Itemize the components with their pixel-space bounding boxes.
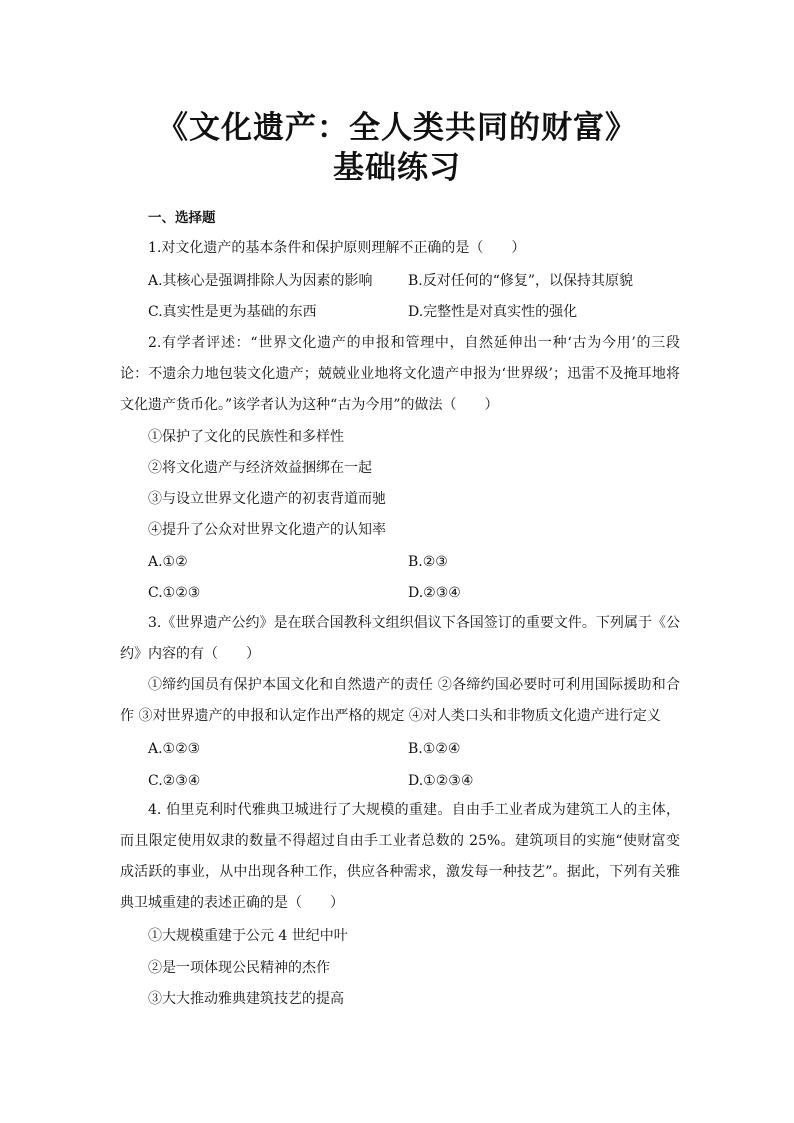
question-2-item-1: ①保护了文化的民族性和多样性	[148, 429, 344, 445]
question-3-stem: 3.《世界遗产公约》是在联合国教科文组织倡议下各国签订的重要文件。下列属于《公约》内容的有（ ）	[120, 615, 680, 662]
question-4-stem: 4. 伯里克利时代雅典卫城进行了大规模的重建。自由手工业者成为建筑工人的主体，而且限定使用奴隶的数量不得超过自由手工业者总数的 25%。建筑项目的实施“使财富变成活跃的事业，从中出现各种工作，供应各种需求，激发每一种技艺”。据此，下列有关雅典卫城重建的表述正确的是（ ）	[120, 802, 680, 911]
question-2-item-3: ③与设立世界文化遗产的初衷背道而驰	[148, 491, 386, 507]
section-heading: 一、选择题	[148, 210, 216, 226]
question-4-item-3: ③大大推动雅典建筑技艺的提高	[148, 991, 344, 1007]
question-1-stem: 1.对文化遗产的基本条件和保护原则理解不正确的是（ ）	[148, 240, 526, 256]
question-3-option-b: B.①②④	[408, 741, 461, 757]
question-1-option-c: C.真实性是更为基础的东西	[148, 304, 317, 320]
question-2-option-d: D.②③④	[408, 585, 461, 601]
question-3-items: ①缔约国员有保护本国文化和自然遗产的责任 ②各缔约国必要时可利用国际援助和合作 ③对世界遗产的申报和认定作出严格的规定 ④对人类口头和非物质文化遗产进行定义	[120, 677, 680, 724]
document-subtitle: 基础练习	[333, 150, 461, 186]
question-1-option-a: A.其核心是强调排除人为因素的影响	[148, 273, 373, 289]
question-2-stem: 2.有学者评述：“世界文化遗产的申报和管理中，自然延伸出一种‘古为今用’的三段论：不遗余力地包装文化遗产；兢兢业业地将文化遗产申报为‘世界级’；迅雷不及掩耳地将文化遗产货币化。”该学者认为这种“古为今用”的做法（ ）	[120, 335, 680, 413]
question-3-option-d: D.①②③④	[408, 773, 474, 789]
document-title: 《文化遗产：全人类共同的财富》	[157, 110, 637, 146]
question-1-option-d: D.完整性是对真实性的强化	[408, 304, 578, 320]
question-3-option-c: C.②③④	[148, 773, 201, 789]
question-4-item-1: ①大规模重建于公元 4 世纪中叶	[148, 928, 348, 944]
question-1-option-b: B.反对任何的“修复”，以保持其原貌	[408, 273, 634, 289]
question-2-option-a: A.①②	[148, 554, 188, 570]
question-2-item-4: ④提升了公众对世界文化遗产的认知率	[148, 522, 386, 538]
question-2-option-c: C.①②③	[148, 585, 201, 601]
question-4-item-2: ②是一项体现公民精神的杰作	[148, 960, 330, 976]
question-2-option-b: B.②③	[408, 554, 448, 570]
question-2-item-2: ②将文化遗产与经济效益捆绑在一起	[148, 460, 372, 476]
question-3-option-a: A.①②③	[148, 741, 201, 757]
